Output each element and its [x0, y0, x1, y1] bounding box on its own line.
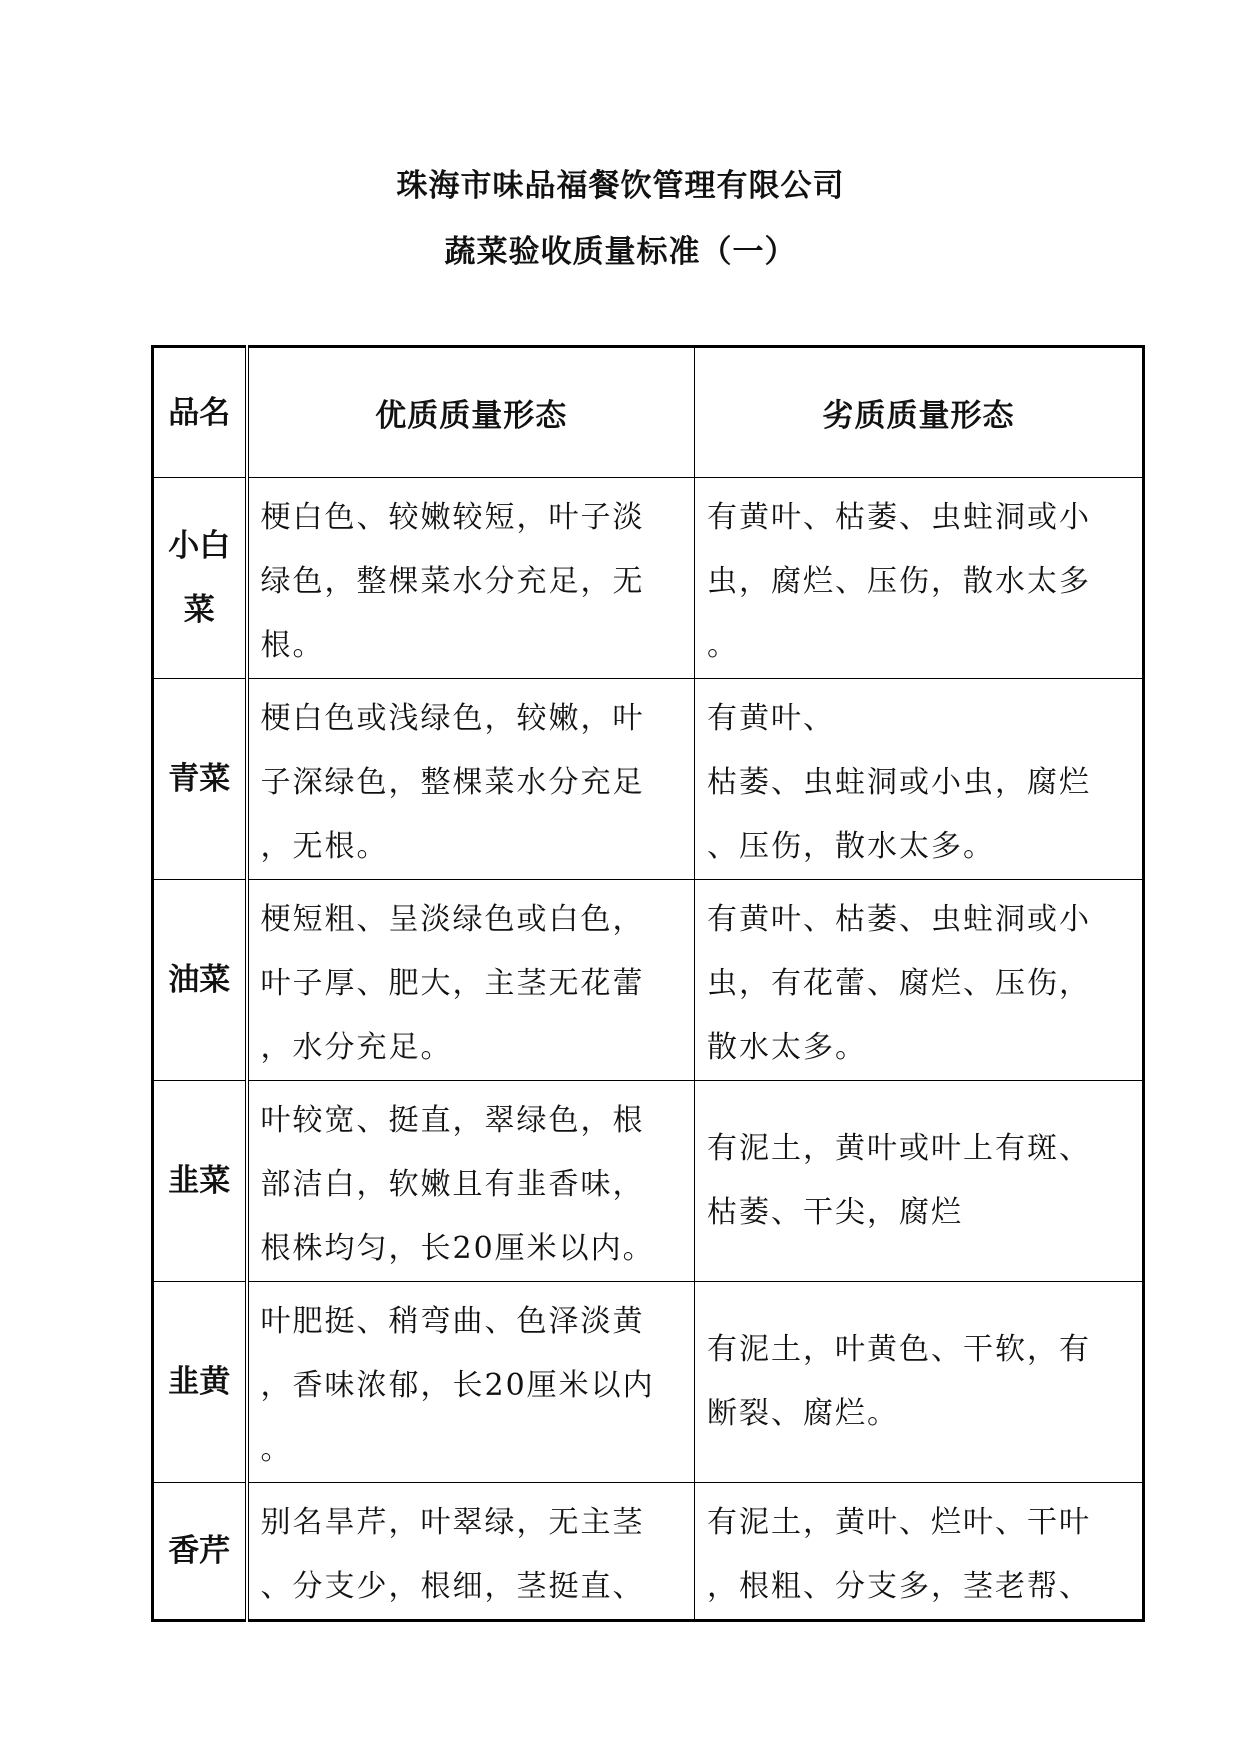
good-quality-desc: 叶肥挺、稍弯曲、色泽淡黄 ，香味浓郁，长20厘米以内 。	[247, 1282, 695, 1483]
header-name-cell	[153, 347, 247, 478]
header-name-label: 品名	[168, 394, 231, 431]
item-name: 油菜	[168, 962, 231, 998]
table-row	[153, 1081, 1144, 1282]
item-name: 香芹	[168, 1533, 231, 1569]
table-row	[153, 1282, 1144, 1483]
good-quality-desc: 别名旱芹，叶翠绿，无主茎 、分支少，根细，茎挺直、	[247, 1483, 695, 1621]
table-row	[153, 679, 1144, 880]
bad-quality-desc: 有泥土，黄叶、烂叶、干叶 ，根粗、分支多，茎老帮、	[695, 1483, 1144, 1621]
header-good-quality: 优质质量形态	[247, 347, 695, 478]
item-name: 韭黄	[168, 1364, 231, 1400]
item-name-cell	[153, 1282, 247, 1483]
bad-quality-desc: 有黄叶、枯萎、虫蛀洞或小 虫，有花蕾、腐烂、压伤， 散水太多。	[695, 880, 1144, 1081]
item-name-cell	[153, 1081, 247, 1282]
item-name-cell	[153, 1483, 247, 1621]
bad-quality-desc: 有泥土，叶黄色、干软，有 断裂、腐烂。	[695, 1282, 1144, 1483]
item-name-cell	[153, 679, 247, 880]
item-name: 韭菜	[168, 1163, 231, 1199]
good-quality-desc: 叶较宽、挺直，翠绿色，根 部洁白，软嫩且有韭香味， 根株均匀，长20厘米以内。	[247, 1081, 695, 1282]
header-bad-quality: 劣质质量形态	[695, 347, 1144, 478]
good-quality-desc: 梗白色、较嫩较短，叶子淡 绿色，整棵菜水分充足，无 根。	[247, 478, 695, 679]
quality-standard-table	[151, 345, 1145, 1622]
table-row	[153, 880, 1144, 1081]
document-title: 蔬菜验收质量标准（一）	[444, 234, 797, 270]
company-name: 珠海市味品福餐饮管理有限公司	[396, 168, 845, 204]
bad-quality-desc: 有黄叶、 枯萎、虫蛀洞或小虫，腐烂 、压伤，散水太多。	[695, 679, 1144, 880]
table-header-row	[153, 347, 1144, 478]
item-name: 小白菜	[168, 528, 231, 628]
good-quality-desc: 梗短粗、呈淡绿色或白色， 叶子厚、肥大，主茎无花蕾 ，水分充足。	[247, 880, 695, 1081]
good-quality-desc: 梗白色或浅绿色，较嫩，叶 子深绿色，整棵菜水分充足 ，无根。	[247, 679, 695, 880]
item-name: 青菜	[168, 761, 231, 797]
table-row	[153, 478, 1144, 679]
bad-quality-desc: 有泥土，黄叶或叶上有斑、 枯萎、干尖，腐烂	[695, 1081, 1144, 1282]
bad-quality-desc: 有黄叶、枯萎、虫蛀洞或小 虫，腐烂、压伤，散水太多 。	[695, 478, 1144, 679]
item-name-cell	[153, 478, 247, 679]
item-name-cell	[153, 880, 247, 1081]
table-row	[153, 1483, 1144, 1621]
